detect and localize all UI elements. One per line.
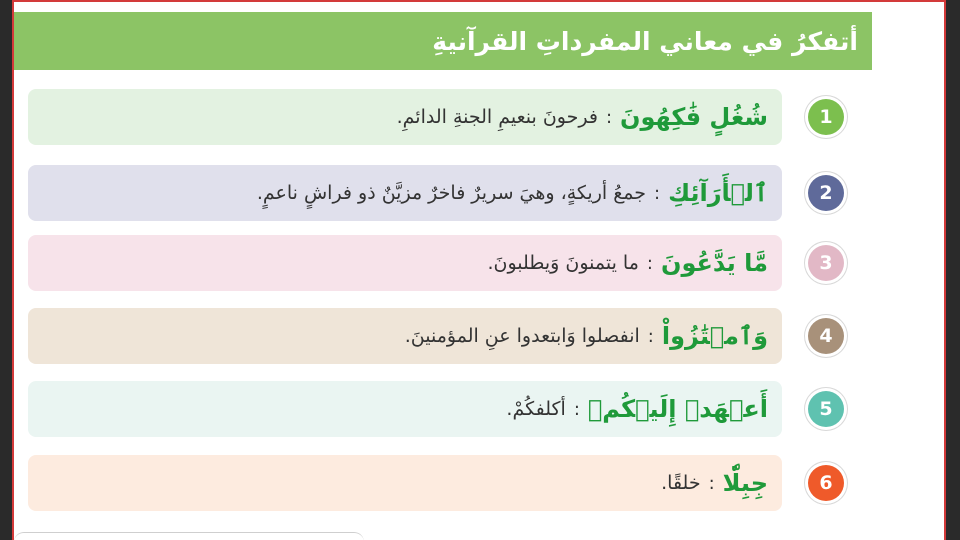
vocab-entry [487,249,768,277]
number-badge: 1 [808,99,844,135]
vocab-meaning: انفصلوا وَابتعدوا عنِ المؤمنينَ. [404,325,640,347]
vocab-meaning: فرحونَ بنعيمِ الجنةِ الدائمِ. [396,106,598,128]
vocab-meaning: ما يتمنونَ وَيطلبونَ. [487,252,639,274]
vocab-row [28,235,782,291]
vocab-meaning: خلقًا. [661,472,701,494]
lesson-page [12,0,946,540]
divider [14,532,364,540]
separator: : [646,252,653,274]
section-title: أتفكرُ في معاني المفرداتِ القرآنيةِ [432,26,858,56]
separator: : [647,325,654,347]
vocab-row [28,381,782,437]
vocab-term: أَعۡهَدۡ إِلَيۡكُمۡ [587,395,768,423]
separator: : [654,182,661,204]
number-badge: 6 [808,465,844,501]
vocab-meaning: جمعُ أريكةٍ، وهيَ سريرٌ فاخرٌ مزيَّنٌ ذو فراشٍ ناعمٍ. [256,182,647,204]
number-badge: 5 [808,391,844,427]
vocab-term: ٱلۡأَرَآئِكِ [668,179,768,207]
vocab-term: وَٱمۡتَٰزُواْ [661,322,768,350]
vocab-term: جِبِلّٗا [722,469,768,497]
vocab-row [28,308,782,364]
vocab-entry [405,322,768,350]
number-badge: 3 [808,245,844,281]
vocab-row [28,165,782,221]
vocab-entry [661,469,768,497]
vocab-term: شُغُلٍ فَٰكِهُونَ [620,103,768,131]
vocab-entry [397,103,768,131]
separator: : [708,472,715,494]
vocab-meaning: أكلفكُمْ. [506,398,566,420]
number-badge: 4 [808,318,844,354]
vocab-term: مَّا يَدَّعُونَ [660,249,768,277]
separator: : [573,398,580,420]
number-badge: 2 [808,175,844,211]
vocab-row [28,89,782,145]
vocab-entry [257,179,768,207]
separator: : [605,106,613,128]
vocab-entry [506,395,768,423]
vocab-row [28,455,782,511]
section-header [14,12,872,70]
